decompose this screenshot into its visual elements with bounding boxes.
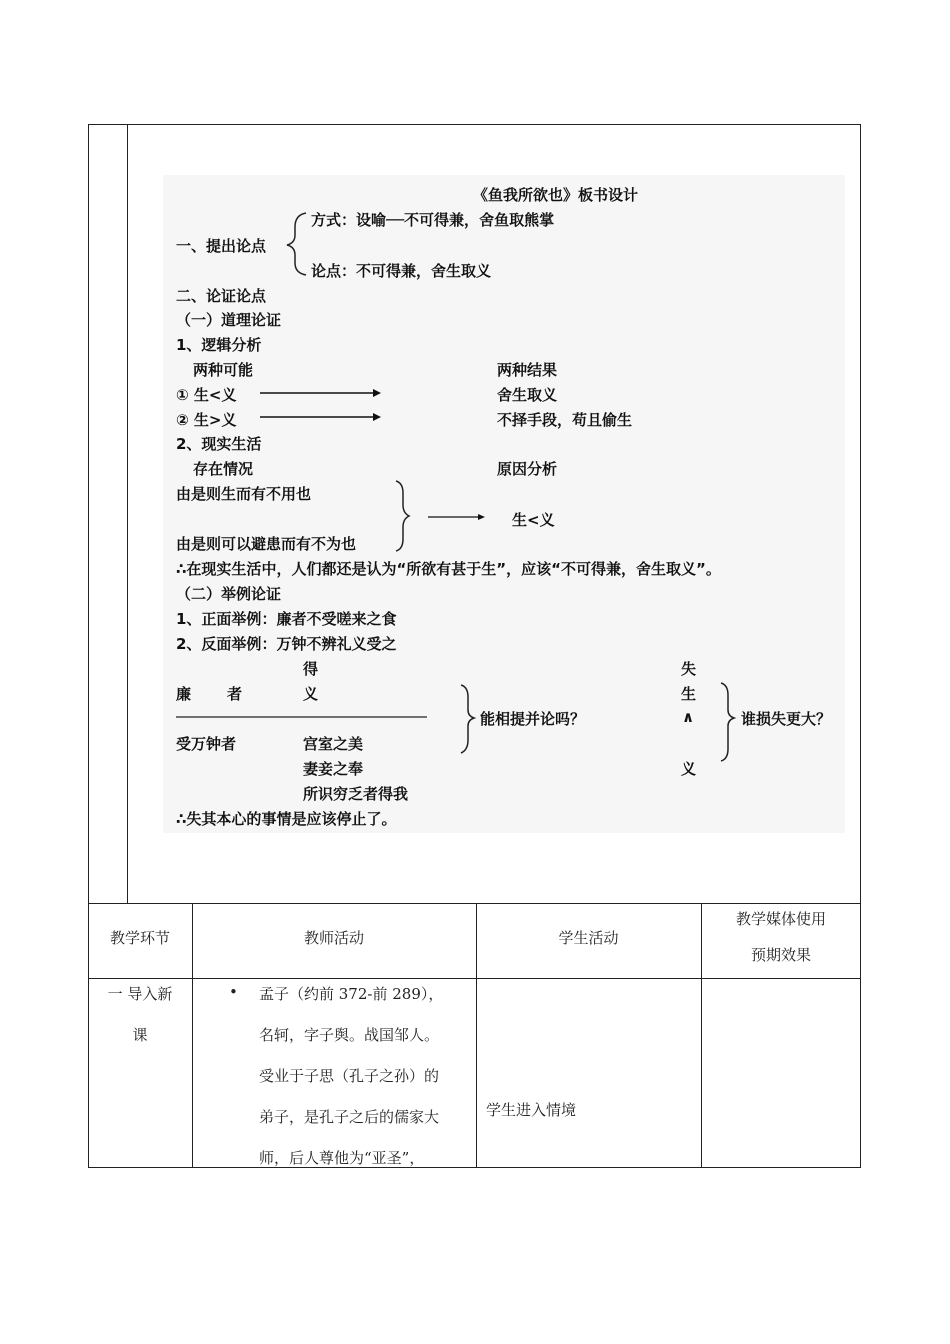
positive-example: 1、正面举例：廉者不受嗟来之食 xyxy=(176,610,397,628)
student-activity: 学生进入情境 xyxy=(486,1101,577,1119)
vertical-char-1: 失 xyxy=(681,660,697,678)
part2-heading: 二、论证论点 xyxy=(176,287,267,305)
board-title: 《鱼我所欲也》板书设计 xyxy=(473,186,639,204)
fangshi-line: 方式：设喻──不可得兼，舍鱼取熊掌 xyxy=(311,211,555,229)
two-possible-label: 两种可能 xyxy=(193,361,254,379)
bullet: • xyxy=(229,983,238,1001)
existing-label: 存在情况 xyxy=(193,460,254,478)
reality-heading: 2、现实生活 xyxy=(176,435,262,453)
header-bottom-rule xyxy=(88,978,861,979)
existing-case1: 由是则生而有不用也 xyxy=(176,485,312,503)
vertical-char-2: 生 xyxy=(681,685,697,703)
de-char: 得 xyxy=(303,660,319,678)
arrow-cause-head xyxy=(478,514,485,520)
question-loss: 谁损失更大？ xyxy=(741,710,832,728)
brace-loss xyxy=(721,683,734,761)
header-expected: 预期效果 xyxy=(750,946,811,964)
board-lines xyxy=(163,175,845,833)
cause-result: 生<义 xyxy=(512,511,555,529)
lundian-line: 论点：不可得兼，舍生取义 xyxy=(311,262,492,280)
question-compare: 能相提并论吗？ xyxy=(480,710,586,728)
logic-heading: 1、逻辑分析 xyxy=(176,336,262,354)
header-top-rule xyxy=(88,903,861,904)
teacher-line-2: 名轲，字子舆。战国邹人。 xyxy=(259,1026,440,1044)
conclusion1: ∴在现实生活中，人们都还是认为“所欲有甚于生”，应该“不可得兼，舍生取义”。 xyxy=(176,560,721,578)
case2-label: ② 生>义 xyxy=(176,411,237,429)
two-results-label: 两种结果 xyxy=(497,361,558,379)
zhe-char: 者 xyxy=(227,685,243,703)
section1-heading: （一）道理论证 xyxy=(176,311,282,329)
vertical-char-4: 义 xyxy=(681,760,697,778)
teacher-line-4: 弟子，是孔子之后的儒家大 xyxy=(259,1108,440,1126)
header-media: 教学媒体使用 xyxy=(735,910,826,928)
section2-heading: （二）举例论证 xyxy=(176,585,282,603)
qiqie-label: 妻妾之奉 xyxy=(303,760,364,778)
stage-line2: 课 xyxy=(132,1026,148,1044)
header-student-activity: 学生活动 xyxy=(558,929,619,947)
lian-char: 廉 xyxy=(176,685,192,703)
gongshi-label: 宫室之美 xyxy=(303,735,364,753)
suoshi-label: 所识穷乏者得我 xyxy=(303,785,409,803)
left-margin-rule xyxy=(127,124,128,903)
cause-label: 原因分析 xyxy=(497,460,558,478)
part1-heading: 一、提出论点 xyxy=(176,237,267,255)
brace-compare xyxy=(461,685,474,753)
result2-label: 不择手段，苟且偷生 xyxy=(497,411,633,429)
teacher-line-1: 孟子（约前 372-前 289）， xyxy=(259,985,444,1003)
header-teacher-activity: 教师活动 xyxy=(303,929,364,947)
shouwanzhong-label: 受万钟者 xyxy=(176,735,237,753)
case1-label: ① 生<义 xyxy=(176,386,237,404)
brace-existing xyxy=(396,481,409,551)
teacher-line-5: 师，后人尊他为“亚圣”， xyxy=(259,1149,425,1167)
arrow-case2-head xyxy=(373,413,381,421)
vertical-char-3: ∧ xyxy=(682,708,695,726)
conclusion2: ∴失其本心的事情是应该停止了。 xyxy=(176,810,397,828)
yi-char: 义 xyxy=(303,685,319,703)
board-design-image xyxy=(163,175,845,833)
brace-part1 xyxy=(287,213,306,275)
arrow-case1-head xyxy=(373,389,381,397)
result1-label: 舍生取义 xyxy=(497,386,558,404)
existing-case2: 由是则可以避患而有不为也 xyxy=(176,535,357,553)
col-rule-3 xyxy=(701,903,702,1168)
negative-example: 2、反面举例：万钟不辨礼义受之 xyxy=(176,635,397,653)
stage-line1: 一 导入新 xyxy=(107,985,173,1003)
header-stage: 教学环节 xyxy=(109,929,170,947)
teacher-line-3: 受业于子思（孔子之孙）的 xyxy=(259,1067,440,1085)
